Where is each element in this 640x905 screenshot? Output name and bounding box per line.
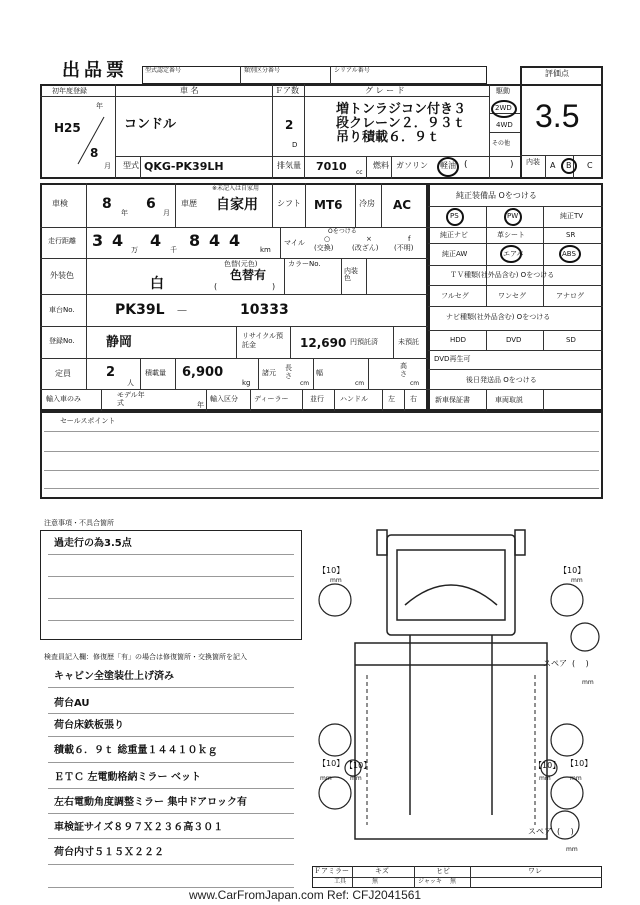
mileage-d5: 4 [209, 231, 221, 250]
ext-color-label: 外装色 [50, 271, 74, 280]
interior-label: 内装 [526, 158, 540, 166]
displacement-label: 排気量 [277, 161, 301, 170]
inspector-line-5: ＥＴＣ 左電動格納ミラー ベット [54, 772, 201, 783]
mile-label: マイル [284, 239, 305, 247]
exchange-label: 交換 [316, 244, 331, 252]
load-label: 積載量 [145, 369, 166, 377]
form-title: 出品票 [62, 60, 128, 81]
spare-label-1: スペア [543, 659, 567, 668]
grade-label: グ レ ー ド [365, 86, 405, 95]
ext-color: 白 [150, 276, 164, 292]
grade-line3: 吊り積載６．９ｔ [336, 130, 441, 145]
unknown-label: 不明 [396, 244, 411, 252]
tire-rl-value: 10 [326, 759, 337, 768]
navi-type-title: ナビ種類(社外品含む) Oをつける [446, 313, 551, 321]
inspector-label: 検査員記入欄：修復歴「有」の場合は修復箇所・交換箇所を記入 [44, 653, 247, 661]
shift: MT6 [314, 198, 343, 212]
first-reg-year: H25 [54, 121, 81, 135]
later-items-title: 後日発送品 Oをつける [466, 376, 537, 384]
import-label: 輸入車のみ [46, 395, 81, 403]
ac: AC [393, 198, 412, 212]
tire-fr-value: 10 [567, 566, 578, 575]
truck-damage-diagram [305, 525, 605, 865]
circle-note: Oをつける [328, 228, 357, 235]
inspection-year: 8 [102, 196, 112, 212]
reg-area: 静岡 [106, 335, 133, 350]
first-reg-month: 8 [90, 146, 99, 160]
interior-c: C [587, 161, 593, 170]
mileage-d1: 3 [92, 231, 104, 250]
usage-label: 車歴 [181, 199, 197, 208]
reg-label: 登録No. [49, 337, 75, 345]
option-airbag: エアバ [503, 250, 524, 258]
header-id-boxes [142, 66, 487, 84]
ac-label: 冷房 [359, 199, 375, 208]
inspector-line-4: 積載６．９ｔ 総重量１４４１０ｋｇ [54, 745, 218, 756]
chassis-model: PK39L [115, 302, 165, 318]
usage: 自家用 [216, 197, 258, 213]
model-cert-label: 型式認定番号 [145, 67, 182, 74]
car-name: コンドル [124, 117, 177, 132]
model-code: QKG-PK39LH [144, 160, 224, 173]
mileage-d2: 4 [112, 231, 124, 250]
recolor-label: 色替(元色) [224, 260, 258, 268]
inspection-month: 6 [146, 196, 156, 212]
inspector-line-7: 車検証サイズ８９７Ｘ２３６高３０１ [54, 822, 224, 833]
capacity-label: 定員 [55, 369, 71, 378]
fuel-gasoline: ガソリン [396, 161, 428, 170]
mileage-d6: 4 [229, 231, 241, 250]
serial-label: シリアル番号 [334, 67, 370, 74]
chassis-label: 車台No. [49, 306, 75, 314]
option-aw: 純正AW [442, 250, 468, 258]
watermark: www.CarFromJapan.com Ref: CFJ2041561 [186, 888, 424, 902]
option-pw: PW [507, 212, 519, 220]
vehicle-detail-block [40, 183, 428, 411]
notes-label: 注意事項・不具合箇所 [44, 519, 114, 527]
tire-fl-value: 10 [326, 566, 337, 575]
load: 6,900 [182, 365, 224, 380]
usage-note: ※未記入は自家用 [212, 185, 260, 192]
model-label: 型式 [123, 161, 139, 170]
mileage-label: 走行距離 [48, 237, 76, 245]
tampered-label: 改ざん [354, 244, 376, 252]
int-color-label: 内装色 [344, 267, 358, 282]
fuel-label: 燃料 [373, 161, 389, 170]
first-reg-label: 初年度登録 [52, 87, 87, 95]
color-no-label: カラーNo. [288, 260, 321, 268]
sales-point-box [40, 411, 603, 499]
grade-line2: 段クレーン２．９３ｔ [336, 116, 466, 131]
doors: 2 [285, 118, 294, 132]
tire-rr-value: 10 [574, 759, 585, 768]
option-sr: SR [566, 231, 576, 239]
shift-label: シフト [277, 199, 301, 208]
grade-line1: 増トンラジコン付き３ [336, 102, 467, 117]
drive-label: 駆動 [496, 87, 510, 95]
chassis-number: 10333 [240, 302, 289, 318]
option-navi: 純正ナビ [440, 231, 468, 239]
tv-type-title: ＴＶ種類(社外品含む) Oをつける [450, 271, 555, 279]
inspector-line-1: キャビン全塗装仕上げ済み [54, 671, 174, 682]
inspector-line-2: 荷台AU [54, 698, 90, 709]
recycle-label: リサイクル預託金 [242, 332, 284, 349]
notes-line1: 過走行の為3.5点 [54, 538, 132, 549]
interior-a: A [550, 161, 556, 170]
mileage-d3: 4 [150, 231, 162, 250]
options-title: 純正装備品 Oをつける [456, 191, 537, 200]
inspection-label: 車検 [52, 199, 68, 208]
tire-rl2-value: 10 [353, 761, 364, 770]
tire-rr2-value: 10 [542, 761, 553, 770]
displacement: 7010 [316, 160, 347, 173]
recolor: 色替有 [230, 268, 267, 282]
score-label: 評価点 [545, 69, 569, 78]
inspector-line-3: 荷台床鉄板張り [54, 720, 124, 731]
drive-2wd: 2WD [495, 104, 512, 112]
mileage-d4: 8 [189, 231, 201, 250]
option-tv: 純正TV [560, 212, 584, 220]
spare-label-2: スペア [528, 827, 552, 836]
doors-label: Ｆア数 [275, 86, 299, 95]
option-ps: PS [450, 212, 459, 220]
sales-point-label: セールスポイント [60, 417, 116, 425]
score-value: 3.5 [535, 98, 580, 134]
inspector-line-6: 左右電動角度調整ミラー 集中ドアロック有 [54, 797, 247, 808]
capacity: 2 [106, 365, 116, 380]
recycle-amount: 12,690 [300, 336, 347, 350]
category-label: 類別区分番号 [244, 67, 281, 74]
inspector-line-8: 荷台内寸５１５Ｘ２２２ [54, 847, 164, 858]
option-leather: 革シート [497, 231, 525, 239]
drive-4wd: 4WD [496, 121, 513, 129]
option-abs: ABS [562, 250, 576, 258]
car-name-label: 車 名 [180, 86, 199, 95]
interior-b: B [566, 161, 572, 170]
drive-other: その他 [492, 140, 511, 147]
fuel-diesel: 軽油 [440, 161, 456, 170]
